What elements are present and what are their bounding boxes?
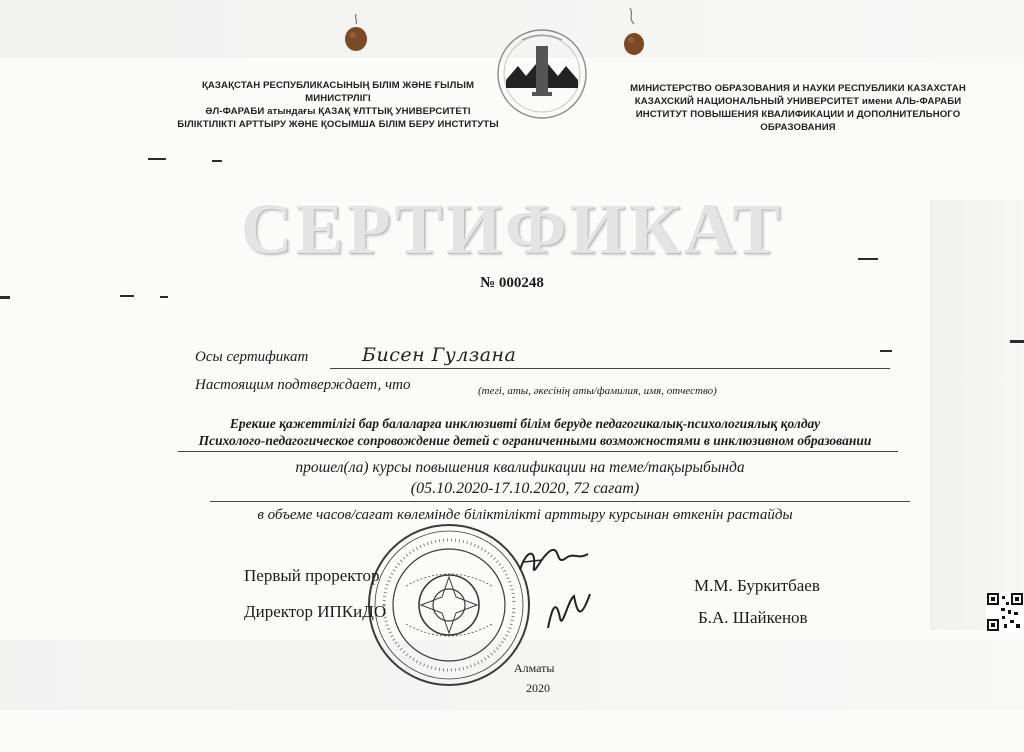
official-stamp-icon [366, 522, 532, 688]
header-left [168, 79, 508, 131]
year: 2020 [526, 681, 550, 695]
dates-hours: (05.10.2020-17.10.2020, 72 сағат) [410, 480, 640, 497]
role-director: Директор ИПКиДО [244, 602, 387, 621]
certificate-title: СЕРТИФИКАТ [240, 189, 784, 269]
header-left-line: ҚАЗАҚСТАН РЕСПУБЛИКАСЫНЫҢ БІЛІМ ЖӘНЕ ҒЫЛЫМ МИНИСТРЛІГІ [201, 80, 475, 104]
wax-seal-left-icon [336, 12, 376, 54]
course-line: прошел(ла) курсы повышения квалификации на теме/тақырыбында [295, 459, 745, 476]
kz-intro: Осы сертификат [195, 349, 309, 365]
header-left-line: БІЛІКТІЛІКТІ АРТТЫРУ ЖӘНЕ ҚОСЫМША БІЛІМ БЕРУ ИНСТИТУТЫ [177, 119, 499, 130]
topic-kz: Ерекше қажеттілігі бар балаларға инклюзивті білім беруде педагогикалық-психологиялық қолдау [229, 416, 821, 431]
certificate-number: № 000248 [480, 275, 544, 291]
signature-2-icon [540, 588, 600, 636]
signature-1-icon [512, 540, 592, 586]
place: Алматы [514, 661, 555, 675]
header-right [598, 82, 998, 134]
ru-intro: Настоящим подтверждает, что [195, 377, 411, 393]
wax-seal-right-icon [614, 6, 654, 56]
header-right-line: МИНИСТЕРСТВО ОБРАЗОВАНИЯ И НАУКИ РЕСПУБЛИКИ КАЗАХСТАН [630, 83, 966, 94]
signatory-name-1: М.М. Буркитбаев [694, 576, 820, 595]
recipient-name: Бисен Гулзана [362, 344, 517, 366]
topic-ru: Психолого-педагогическое сопровождение детей с ограниченными возможностями в инклюзивном образовании [198, 433, 872, 448]
header-right-line: ИНСТИТУТ ПОВЫШЕНИЯ КВАЛИФИКАЦИИ И ДОПОЛНИТЕЛЬНОГО ОБРАЗОВАНИЯ [635, 109, 961, 133]
header-right-line: КАЗАХСКИЙ НАЦИОНАЛЬНЫЙ УНИВЕРСИТЕТ имени АЛЬ-ФАРАБИ [634, 96, 962, 107]
name-hint: (тегі, аты, әкесінің аты/фамилия, имя, отчество) [478, 385, 717, 397]
qr-code-icon [986, 592, 1024, 632]
volume-line: в объеме часов/сағат көлемінде біліктілікті арттыру курсынан өткенін растайды [257, 507, 793, 523]
header-left-line: ӘЛ-ФАРАБИ атындағы ҚАЗАҚ ҰЛТТЫҚ УНИВЕРСИТЕТІ [205, 106, 471, 117]
signatory-name-2: Б.А. Шайкенов [698, 608, 808, 627]
role-first-vice-rector: Первый проректор [244, 566, 380, 585]
